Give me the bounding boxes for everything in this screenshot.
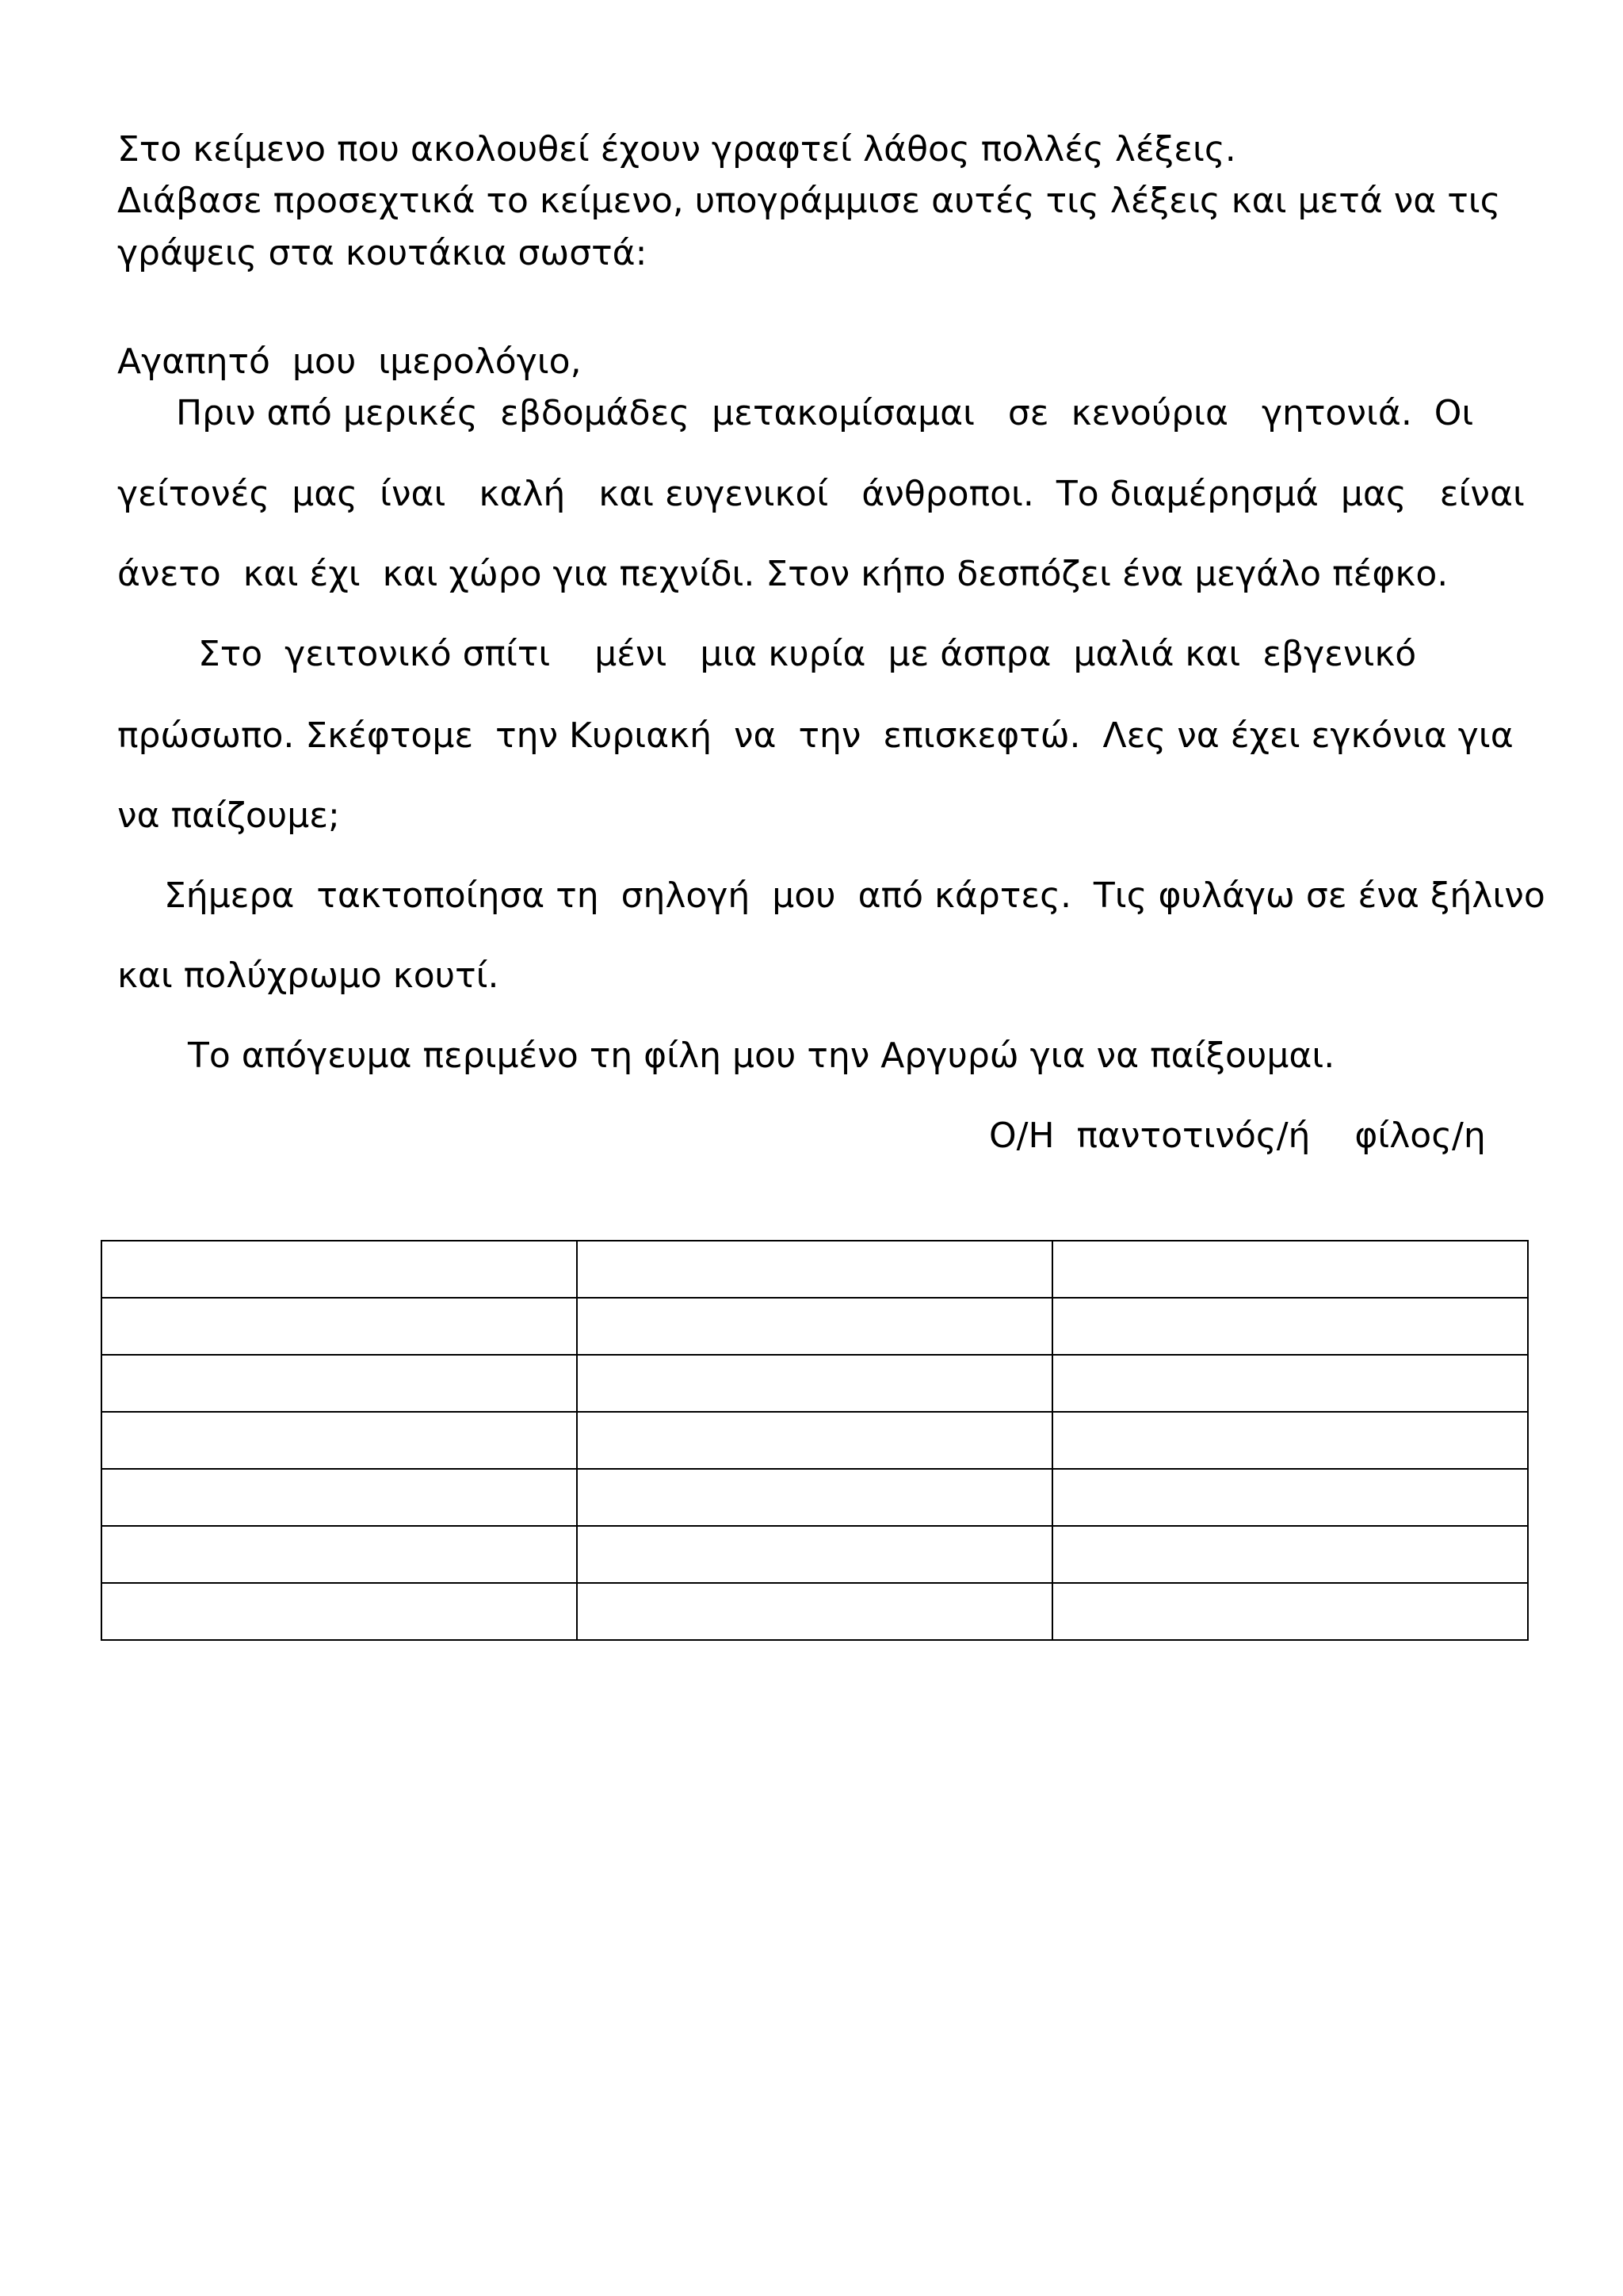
answer-cell[interactable] [101,1355,577,1412]
answer-row [101,1412,1528,1469]
answer-cell[interactable] [1052,1298,1528,1355]
answer-cell[interactable] [1052,1469,1528,1526]
answer-row [101,1526,1528,1583]
letter-line: Στο γειτονικό σπίτι μένι μια κυρία με άσπρα μαλιά και εβγενικό [198,634,1417,674]
letter-signature: Ο/Η παντοτινός/ή φίλος/η [989,1116,1486,1156]
answer-cell[interactable] [1052,1526,1528,1583]
answer-cell[interactable] [1052,1355,1528,1412]
instruction-line: Στο κείμενο που ακολουθεί έχουν γραφτεί λάθος πολλές λέξεις. [117,129,1236,170]
answer-cell[interactable] [1052,1412,1528,1469]
answer-cell[interactable] [101,1412,577,1469]
answer-cell[interactable] [577,1583,1052,1640]
answer-cell[interactable] [577,1469,1052,1526]
letter-greeting: Αγαπητό μου ιμερολόγιο, [117,341,582,382]
answer-cell[interactable] [101,1241,577,1298]
instruction-line: Διάβασε προσεχτικά το κείμενο, υπογράμμισε αυτές τις λέξεις και μετά να τις [117,181,1501,221]
letter-line: γείτονές μας ίναι καλή και ευγενικοί άνθροποι. Το διαμέρησμά μας είναι [117,474,1525,514]
answer-row [101,1241,1528,1298]
answer-cell[interactable] [577,1298,1052,1355]
answer-row [101,1355,1528,1412]
answer-cell[interactable] [1052,1241,1528,1298]
letter-line: να παίζουμε; [117,795,340,836]
answer-row [101,1469,1528,1526]
letter-line: Σήμερα τακτοποίησα τη σηλογή μου από κάρτες. Τις φυλάγω σε ένα ξήλινο [164,875,1545,916]
instruction-line: γράψεις στα κουτάκια σωστά: [117,233,647,273]
answer-cell[interactable] [101,1469,577,1526]
answer-cell[interactable] [577,1241,1052,1298]
letter-line: Πριν από μερικές εβδομάδες μετακομίσαμαι σε κενούρια γητονιά. Οι [176,393,1474,433]
answer-cell[interactable] [101,1526,577,1583]
answer-table [101,1240,1529,1641]
answer-cell[interactable] [577,1355,1052,1412]
answer-cell[interactable] [577,1412,1052,1469]
letter-line: Το απόγευμα περιμένο τη φίλη μου την Αργυρώ για να παίξουμαι. [188,1035,1335,1076]
answer-cell[interactable] [101,1583,577,1640]
answer-cell[interactable] [101,1298,577,1355]
answer-row [101,1298,1528,1355]
answer-row [101,1583,1528,1640]
letter-line: άνετο και έχι και χώρο για πεχνίδι. Στον κήπο δεσπόζει ένα μεγάλο πέφκο. [117,554,1449,594]
letter-line: και πολύχρωμο κουτί. [117,955,499,996]
answer-cell[interactable] [1052,1583,1528,1640]
letter-line: πρώσωπο. Σκέφτομε την Κυριακή να την επισκεφτώ. Λες να έχει εγκόνια για [117,715,1514,756]
answer-cell[interactable] [577,1526,1052,1583]
